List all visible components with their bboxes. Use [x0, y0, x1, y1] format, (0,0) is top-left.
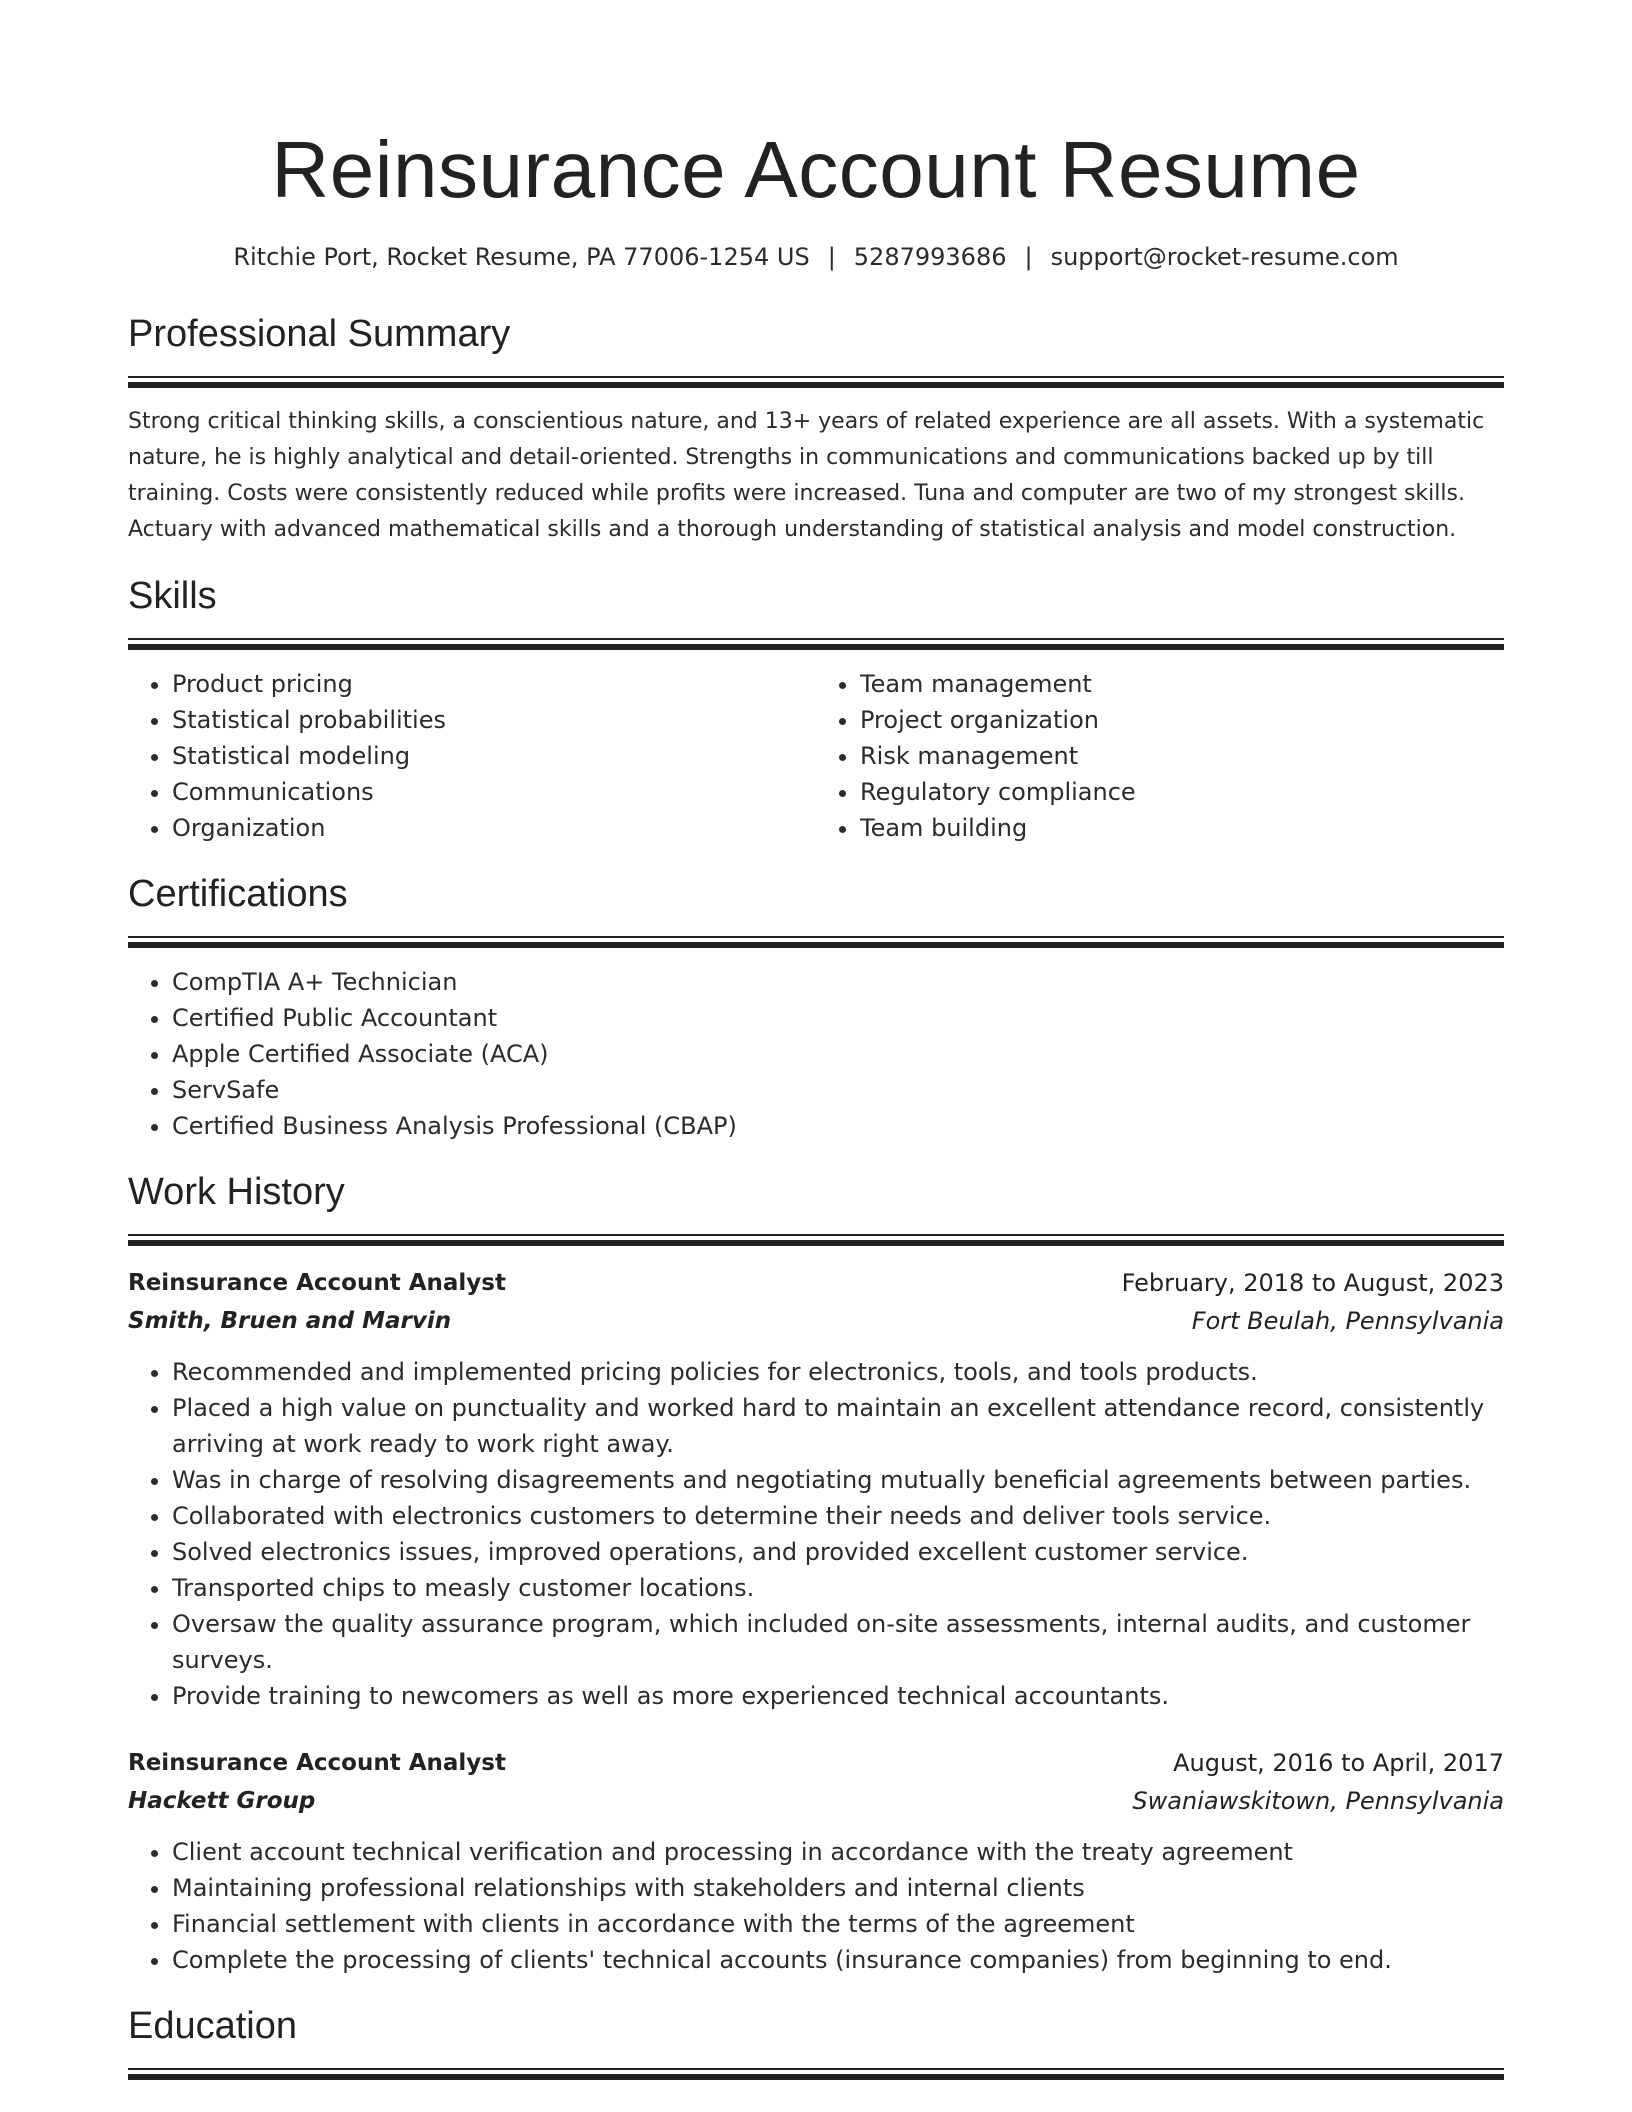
- job-duty-item: • Solved electronics issues, improved operations, and provided excellent customer service.: [172, 1534, 1504, 1570]
- summary-heading: Professional Summary: [128, 313, 511, 355]
- job-header-row: [128, 1744, 1504, 1782]
- job-duty-item: • Oversaw the quality assurance program, which included on-site assessments, internal audits, and customer surveys.: [172, 1606, 1504, 1678]
- skill-item: • Risk management: [860, 738, 1504, 774]
- skill-item: • Statistical modeling: [172, 738, 816, 774]
- job-duties-list: [128, 1354, 1504, 1714]
- resume-title: Reinsurance Account Resume: [271, 125, 1361, 214]
- certification-item: • Certified Business Analysis Professional (CBAP): [172, 1108, 1504, 1144]
- skills-list-right: [816, 666, 1504, 846]
- job-duty-item: • Financial settlement with clients in accordance with the terms of the agreement: [172, 1906, 1504, 1942]
- skill-item: • Project organization: [860, 702, 1504, 738]
- work-history-section: [128, 1168, 1504, 1978]
- job-entry: [128, 1264, 1504, 1714]
- certification-item: • Certified Public Accountant: [172, 1000, 1504, 1036]
- certification-item: • Apple Certified Associate (ACA): [172, 1036, 1504, 1072]
- skill-item: • Product pricing: [172, 666, 816, 702]
- job-dates: February, 2018 to August, 2023: [1121, 1269, 1504, 1297]
- job-location: Fort Beulah, Pennsylvania: [1191, 1307, 1504, 1335]
- job-duty-item: • Client account technical verification and processing in accordance with the treaty agreement: [172, 1834, 1504, 1870]
- job-company: Hackett Group: [128, 1788, 316, 1814]
- job-duty-item: • Placed a high value on punctuality and worked hard to maintain an excellent attendance record, consistently arriving at work ready to work right away.: [172, 1390, 1504, 1462]
- summary-section: [128, 310, 1504, 548]
- certification-item: • ServSafe: [172, 1072, 1504, 1108]
- skills-section: [128, 572, 1504, 846]
- job-company-row: [128, 1782, 1504, 1820]
- skill-item: • Regulatory compliance: [860, 774, 1504, 810]
- job-duty-item: • Provide training to newcomers as well as more experienced technical accountants.: [172, 1678, 1504, 1714]
- job-title: Reinsurance Account Analyst: [128, 1270, 506, 1296]
- skill-item: • Organization: [172, 810, 816, 846]
- contact-separator: |: [1024, 243, 1033, 271]
- education-section: [128, 2002, 1504, 2082]
- job-duty-item: • Transported chips to measly customer locations.: [172, 1570, 1504, 1606]
- section-divider: [128, 376, 1504, 390]
- certifications-list: [128, 964, 1504, 1144]
- job-company: Smith, Bruen and Marvin: [128, 1308, 452, 1334]
- job-duty-item: • Maintaining professional relationships with stakeholders and internal clients: [172, 1870, 1504, 1906]
- certification-item: • CompTIA A+ Technician: [172, 964, 1504, 1000]
- work-history-heading: Work History: [128, 1171, 345, 1213]
- section-divider: [128, 2068, 1504, 2082]
- contact-line: [128, 240, 1504, 274]
- contact-phone: 5287993686: [853, 243, 1007, 271]
- job-duties-list: [128, 1834, 1504, 1978]
- resume-page: [128, 0, 1504, 2082]
- job-duty-item: • Recommended and implemented pricing policies for electronics, tools, and tools products.: [172, 1354, 1504, 1390]
- job-location: Swaniawskitown, Pennsylvania: [1132, 1787, 1504, 1815]
- skills-grid: [128, 666, 1504, 846]
- skill-item: • Statistical probabilities: [172, 702, 816, 738]
- education-heading: Education: [128, 2005, 298, 2047]
- skills-heading: Skills: [128, 575, 217, 617]
- section-divider: [128, 936, 1504, 950]
- job-duty-item: • Complete the processing of clients' technical accounts (insurance companies) from beginning to end.: [172, 1942, 1504, 1978]
- job-entry: [128, 1744, 1504, 1978]
- section-divider: [128, 1234, 1504, 1248]
- certifications-heading: Certifications: [128, 873, 348, 915]
- job-company-row: [128, 1302, 1504, 1340]
- certifications-section: [128, 870, 1504, 1144]
- summary-text: Strong critical thinking skills, a conscientious nature, and 13+ years of related experience are all assets. With a systematic nature, he is highly analytical and detail-oriented. Strengths in communications and communications backed up by till training. Costs were consistently reduced while profits were increased. Tuna and computer are two of my strongest skills. Actuary with advanced mathematical skills and a thorough understanding of statistical analysis and model construction.: [128, 409, 1485, 542]
- job-duty-item: • Collaborated with electronics customers to determine their needs and deliver tools service.: [172, 1498, 1504, 1534]
- contact-email: support@rocket-resume.com: [1050, 243, 1399, 271]
- skill-item: • Team building: [860, 810, 1504, 846]
- contact-separator: |: [827, 243, 836, 271]
- skill-item: • Communications: [172, 774, 816, 810]
- job-header-row: [128, 1264, 1504, 1302]
- section-divider: [128, 638, 1504, 652]
- skills-list-left: [128, 666, 816, 846]
- job-duty-item: • Was in charge of resolving disagreements and negotiating mutually beneficial agreements between parties.: [172, 1462, 1504, 1498]
- skill-item: • Team management: [860, 666, 1504, 702]
- job-title: Reinsurance Account Analyst: [128, 1750, 506, 1776]
- contact-address: Ritchie Port, Rocket Resume, PA 77006-1254 US: [233, 243, 810, 271]
- job-dates: August, 2016 to April, 2017: [1173, 1749, 1504, 1777]
